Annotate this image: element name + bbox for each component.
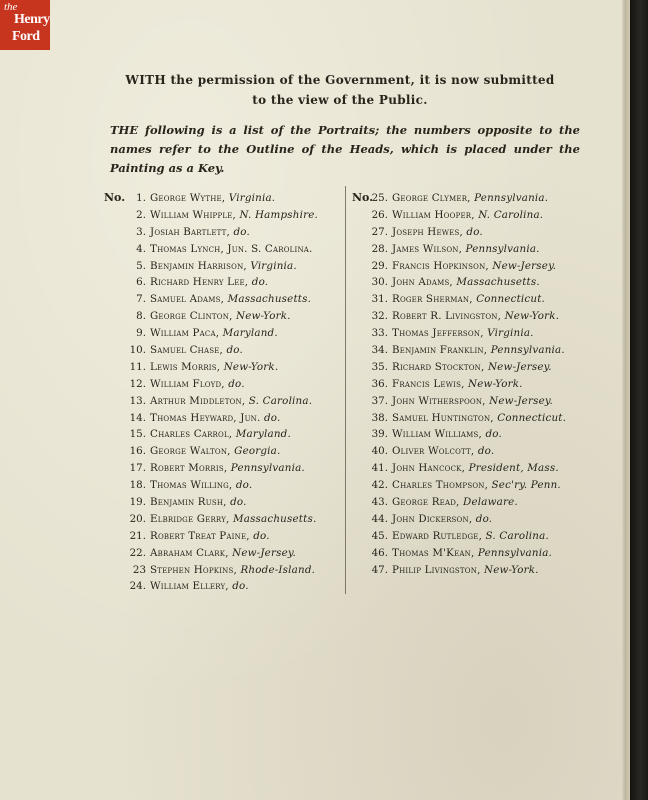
list-item <box>352 511 602 528</box>
list-item-number: 32. <box>371 310 388 323</box>
list-item <box>352 477 602 494</box>
portrait-name: Richard Henry Lee, <box>150 276 249 289</box>
portrait-state: New-York. <box>468 377 523 390</box>
portrait-name: Charles Thompson, <box>392 479 489 492</box>
portrait-name: John Hancock, <box>392 462 466 475</box>
portrait-name: William Floyd, <box>150 377 225 390</box>
list-item-number: 23 <box>132 563 146 576</box>
portrait-name: John Witherspoon, <box>392 394 486 407</box>
portrait-name: Charles Carrol, <box>150 428 233 441</box>
list-item-number: 44. <box>371 512 388 525</box>
portrait-name: George Wythe, <box>150 192 226 204</box>
portrait-state: S. Carolina. <box>485 529 549 542</box>
portrait-state: Virginia. <box>250 259 297 272</box>
portrait-name: Joseph Hewes, <box>392 225 463 238</box>
list-item <box>104 410 344 427</box>
list-item <box>352 241 602 258</box>
portrait-state: Georgia. <box>234 445 281 458</box>
list-item-number: 37. <box>371 394 388 407</box>
list-item-name <box>392 393 553 410</box>
list-item-number: 28. <box>371 242 388 255</box>
portrait-name: Francis Lewis, <box>392 377 465 390</box>
portrait-state: N. Hampshire. <box>239 208 318 221</box>
portrait-name: Samuel Adams, <box>150 293 225 306</box>
logo-the: the <box>4 1 18 13</box>
list-item <box>352 460 602 477</box>
portrait-name: Abraham Clark, <box>150 546 229 559</box>
portrait-state: do. <box>235 479 253 492</box>
list-item-name <box>392 308 559 325</box>
list-item <box>104 258 344 275</box>
list-item-number: 34. <box>371 344 388 357</box>
portrait-name: Edward Rutledge, <box>392 529 483 542</box>
list-item-number: 45. <box>371 529 388 542</box>
portrait-state: do. <box>477 445 495 458</box>
portrait-state: Pennsylvania. <box>230 462 305 475</box>
list-item-name <box>150 494 247 511</box>
list-item-name <box>392 190 548 207</box>
list-item-name <box>150 393 312 410</box>
portrait-name: George Read, <box>392 496 460 509</box>
list-item-name <box>150 190 275 207</box>
list-item-number: 33. <box>371 327 388 340</box>
list-item-name <box>150 241 313 258</box>
list-item-number: 6. <box>136 276 146 289</box>
portrait-state: do. <box>230 496 247 509</box>
list-item-name <box>150 545 296 562</box>
list-item-name <box>392 410 566 427</box>
list-item-number: 16. <box>129 445 146 458</box>
portrait-state: Pennsylvania. <box>490 344 565 357</box>
number-mark: No. <box>104 191 126 204</box>
portrait-state: New-York. <box>484 563 539 576</box>
list-item-name <box>392 460 559 477</box>
list-item <box>104 291 344 308</box>
list-item-name <box>150 477 252 494</box>
list-item-number: 39. <box>371 428 388 441</box>
portrait-name: Arthur Middleton, <box>150 394 246 407</box>
portrait-state: do. <box>253 529 270 542</box>
list-item-number: 24. <box>129 580 146 593</box>
portrait-name: Samuel Huntington, <box>392 411 494 424</box>
list-item <box>352 562 602 579</box>
list-item-name <box>392 325 534 342</box>
list-item-name <box>392 359 552 376</box>
portrait-state: Pennsylvania. <box>477 546 553 559</box>
list-item-name <box>392 376 523 393</box>
list-item-name <box>150 578 249 595</box>
list-item <box>352 325 602 342</box>
list-item <box>352 376 602 393</box>
list-item <box>104 207 344 224</box>
list-item-name <box>392 528 549 545</box>
portrait-state: Massachusetts. <box>456 276 540 289</box>
portrait-state: Massachusetts. <box>227 293 312 306</box>
portrait-name: John Adams, <box>392 276 453 289</box>
list-item <box>352 494 602 511</box>
list-item-name <box>150 325 278 342</box>
portrait-state: Pennsylvania. <box>474 192 549 204</box>
list-item-name <box>392 562 539 579</box>
list-item <box>352 545 602 562</box>
portrait-name: Francis Hopkinson, <box>392 259 489 272</box>
portrait-name: Samuel Chase, <box>150 344 224 357</box>
list-item-number: 46. <box>371 546 388 559</box>
list-item-name <box>150 528 270 545</box>
portrait-name: Stephen Hopkins, <box>150 563 237 576</box>
portrait-state: New-York. <box>223 360 279 373</box>
list-item-number: 43. <box>371 496 388 509</box>
portrait-state: New-York. <box>504 310 560 323</box>
portrait-state: New-York. <box>236 310 291 323</box>
list-item-number: 27. <box>371 225 388 238</box>
list-item-name <box>150 460 305 477</box>
list-item-number: 7. <box>136 293 146 306</box>
list-item-number: 18. <box>129 479 146 492</box>
list-item <box>104 308 344 325</box>
list-item <box>352 528 602 545</box>
portrait-state: Delaware. <box>463 496 518 509</box>
portrait-state: do. <box>475 512 493 525</box>
list-item-number: 13. <box>129 394 146 407</box>
list-item-name <box>150 207 318 224</box>
list-item <box>104 562 344 579</box>
list-item-name <box>392 342 565 359</box>
list-item-number: 8. <box>136 310 146 323</box>
portrait-state: do. <box>226 344 243 357</box>
list-item-number: 12. <box>129 377 146 390</box>
portrait-state: Virginia. <box>228 192 276 204</box>
list-item-number: 35. <box>371 360 388 373</box>
list-item <box>352 207 602 224</box>
page-fold <box>622 0 630 800</box>
list-item-number: 11. <box>129 360 146 373</box>
list-item-name <box>392 494 518 511</box>
portrait-name: Robert Morris, <box>150 462 228 475</box>
portrait-name: Benjamin Franklin, <box>392 344 488 357</box>
portrait-name: Benjamin Harrison, <box>150 259 247 272</box>
list-item-name <box>150 224 250 241</box>
list-item-number: 1. <box>136 192 146 204</box>
portrait-state: New-Jersey. <box>489 394 553 407</box>
list-item <box>104 578 344 595</box>
list-item <box>352 443 602 460</box>
portrait-state: Rhode-Island. <box>240 563 316 576</box>
following-paragraph: THE following is a list of the Portraits; the numbers opposite to the names refer to the Outline of the Heads, which is placed under the Painting as a Key. <box>110 123 580 175</box>
portrait-state: do. <box>233 225 250 238</box>
portrait-list-right <box>352 190 602 578</box>
list-item-number: 15. <box>129 428 146 441</box>
list-item-number: 21. <box>129 529 146 542</box>
list-item <box>104 460 344 477</box>
list-item-name <box>392 477 561 494</box>
list-item-number: 36. <box>371 377 388 390</box>
list-item <box>104 274 344 291</box>
list-item-name <box>150 511 316 528</box>
list-item-number: 9. <box>136 327 146 340</box>
portrait-state: Massachusetts. <box>232 512 317 525</box>
portrait-state: do. <box>232 580 249 593</box>
portrait-name: Roger Sherman, <box>392 293 473 306</box>
portrait-name: Richard Stockton, <box>392 360 485 373</box>
list-item <box>352 258 602 275</box>
portrait-list-left <box>104 190 344 595</box>
list-item-name <box>150 376 245 393</box>
list-item-number: 3. <box>136 225 146 238</box>
list-item-number: 4. <box>136 242 146 255</box>
list-item-number: 41. <box>371 462 388 475</box>
portrait-name: William Ellery, <box>150 580 229 593</box>
list-item <box>104 190 344 207</box>
henry-ford-logo <box>0 0 50 50</box>
list-item-number: 40. <box>371 445 388 458</box>
list-item <box>104 342 344 359</box>
portrait-name: Lewis Morris, <box>150 360 221 373</box>
portrait-state: New-Jersey. <box>487 360 552 373</box>
list-item-number: 22. <box>129 546 146 559</box>
portrait-name: Thomas Jefferson, <box>392 327 484 340</box>
page-edge <box>630 0 648 800</box>
list-item-name <box>150 308 291 325</box>
list-item <box>104 241 344 258</box>
list-item-name <box>392 274 540 291</box>
list-item <box>352 190 602 207</box>
portrait-name: William Paca, <box>150 327 220 340</box>
intro-line-2: to the view of the Public. <box>252 93 428 107</box>
list-item-name <box>150 274 268 291</box>
list-item <box>104 494 344 511</box>
portrait-state: Connecticut. <box>497 411 567 424</box>
list-item-number: 5. <box>136 259 146 272</box>
portrait-name: William Williams, <box>392 428 483 441</box>
portrait-state: Pennsylvania. <box>465 242 540 255</box>
list-item <box>352 342 602 359</box>
list-item-name <box>392 443 494 460</box>
list-item <box>104 376 344 393</box>
portrait-name: Josiah Bartlett, <box>150 225 230 238</box>
list-item-name <box>392 258 556 275</box>
list-item-number: 20. <box>129 512 146 525</box>
list-item <box>352 359 602 376</box>
list-item-name <box>150 410 280 427</box>
portrait-state: N. Carolina. <box>478 208 544 221</box>
portrait-state: Virginia. <box>487 327 534 340</box>
list-item-name <box>392 545 552 562</box>
list-item <box>104 224 344 241</box>
portrait-name: Thomas Willing, <box>150 479 233 492</box>
portrait-state: Maryland. <box>235 428 291 441</box>
list-item <box>352 410 602 427</box>
list-item-name <box>150 359 278 376</box>
list-item-name <box>150 258 297 275</box>
list-item <box>104 511 344 528</box>
list-item-number: 30. <box>371 276 388 289</box>
portrait-name: Robert Treat Paine, <box>150 529 250 542</box>
portrait-state: S. Carolina. <box>248 394 313 407</box>
number-mark: No. <box>352 191 374 204</box>
list-item-number: 19. <box>129 496 146 509</box>
list-item-name <box>392 241 540 258</box>
portrait-state: President, Mass. <box>468 462 559 475</box>
portrait-state: do. <box>263 411 281 424</box>
list-item <box>352 393 602 410</box>
list-item-number: 17. <box>129 462 146 475</box>
list-item-name <box>392 291 545 308</box>
list-item-name <box>392 426 502 443</box>
list-item <box>104 545 344 562</box>
list-item <box>352 308 602 325</box>
portrait-name: Benjamin Rush, <box>150 496 227 509</box>
list-item-number: 47. <box>371 563 388 576</box>
list-item-name <box>150 426 291 443</box>
list-item <box>352 426 602 443</box>
portrait-name: William Whipple, <box>150 208 237 221</box>
intro-heading <box>110 70 570 110</box>
list-item-name <box>150 291 311 308</box>
portrait-state: Connecticut. <box>476 293 546 306</box>
portrait-state: Sec'ry. Penn. <box>491 479 561 492</box>
portrait-name: William Hooper, <box>392 208 475 221</box>
list-item-number: 31. <box>371 293 388 306</box>
portrait-state: New-Jersey. <box>492 259 557 272</box>
list-item-number: 29. <box>371 259 388 272</box>
list-item-name <box>150 562 315 579</box>
portrait-name: George Clinton, <box>150 310 233 323</box>
portrait-state: Maryland. <box>222 327 278 340</box>
list-item <box>352 291 602 308</box>
intro-line-1: WITH the permission of the Government, it is now submitted <box>125 73 555 87</box>
list-item-number: 25. <box>371 192 388 204</box>
list-item-number: 14. <box>129 411 146 424</box>
portrait-name: George Walton, <box>150 445 231 458</box>
portrait-name: George Clymer, <box>392 192 471 204</box>
portrait-name: John Dickerson, <box>392 512 473 525</box>
list-item <box>104 528 344 545</box>
portrait-name: Thomas Heyward, Jun. <box>150 411 261 424</box>
portrait-state: New-Jersey. <box>232 546 296 559</box>
logo-henry: Henry <box>14 12 50 27</box>
list-item-name <box>392 207 543 224</box>
list-item <box>104 426 344 443</box>
portrait-name: James Wilson, <box>392 242 463 255</box>
portrait-name: Oliver Wolcott, <box>392 445 475 458</box>
portrait-name: Philip Livingston, <box>392 563 481 576</box>
list-item-number: 38. <box>371 411 388 424</box>
list-item <box>104 325 344 342</box>
list-item <box>104 393 344 410</box>
column-divider <box>345 186 346 594</box>
list-item-name <box>150 443 280 460</box>
list-item <box>352 224 602 241</box>
list-item-name <box>150 342 243 359</box>
portrait-state: do. <box>485 428 502 441</box>
list-item <box>352 274 602 291</box>
list-item-number: 2. <box>136 208 146 221</box>
logo-ford: Ford <box>12 29 40 44</box>
list-item <box>104 359 344 376</box>
list-item <box>104 477 344 494</box>
portrait-state: do. <box>251 276 269 289</box>
list-item-name <box>392 511 492 528</box>
portrait-name: Thomas Lynch, Jun. S. Carolina. <box>150 242 313 255</box>
list-item <box>104 443 344 460</box>
portrait-name: Elbridge Gerry, <box>150 512 230 525</box>
portrait-name: Thomas M'Kean, <box>392 546 475 559</box>
portrait-name: Robert R. Livingston, <box>392 310 502 323</box>
list-item-number: 26. <box>371 208 388 221</box>
list-item-number: 42. <box>371 479 388 492</box>
portrait-state: do. <box>466 225 483 238</box>
portrait-state: do. <box>228 377 245 390</box>
list-item-name <box>392 224 483 241</box>
list-item-number: 10. <box>129 344 146 357</box>
